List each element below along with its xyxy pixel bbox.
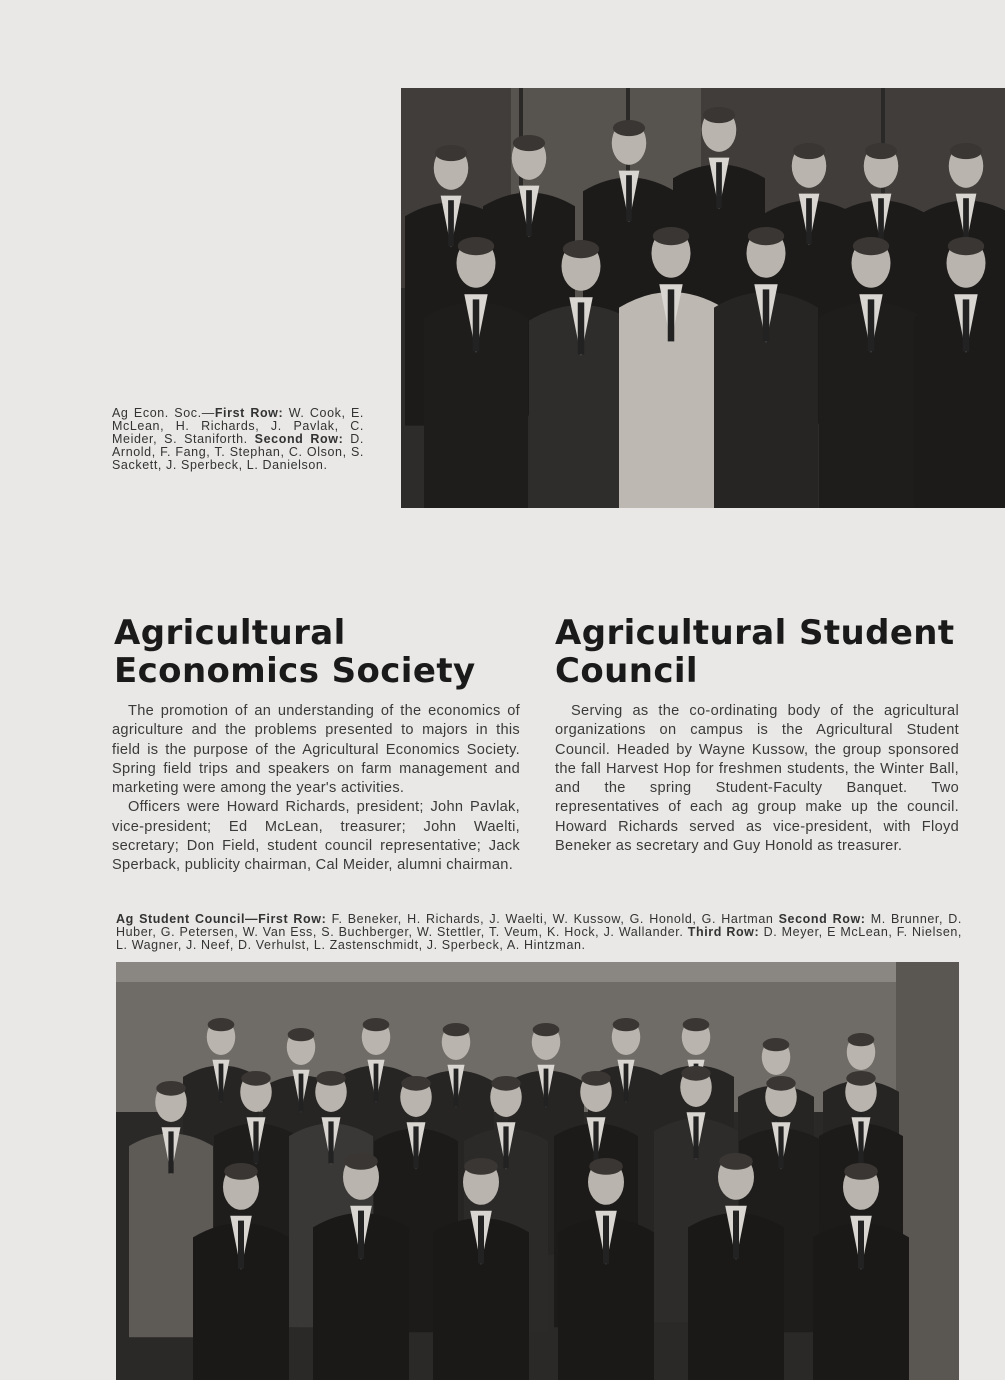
ag-econ-caption: [112, 407, 364, 472]
ag-econ-group-photo: [401, 88, 1005, 508]
ag-council-caption-second-row-label: Second Row:: [778, 912, 866, 926]
ag-econ-caption-group: Ag Econ. Soc.—: [112, 406, 215, 420]
ag-econ-paragraph-2: Officers were Howard Richards, president; John Pavlak, vice-president; Ed McLean, treasurer; John Waelti, secretary; Don Field, student council representative; Jack Sperback, publicity chairman, Cal Meider, alumni chairman.: [112, 799, 520, 874]
ag-econ-heading: Agricultural Economics Society: [114, 613, 476, 691]
ag-council-paragraph-1: Serving as the co-ordinating body of the agricultural organizations on campus is the Agricultural Student Council. Headed by Wayne Kussow, the group sponsored the fall Harvest Hop for freshmen students, the Winter Ball, and the spring Student-Faculty Banquet. Two representatives of each ag group make up the council. Howard Richards served as vice-president, with Floyd Beneker as secretary and Guy Honold as treasurer.: [555, 703, 959, 855]
ag-econ-photo-figures: [401, 88, 1005, 508]
ag-econ-paragraph-1: The promotion of an understanding of the economics of agriculture and the problems presented to majors in this field is the purpose of the Agricultural Economics Society. Spring field trips and speakers on farm management and marketing were among the year's activities.: [112, 703, 520, 797]
ag-council-caption-group: Ag Student Council—: [116, 912, 259, 926]
ag-council-caption-first-row-label: First Row:: [258, 912, 327, 926]
ag-econ-caption-second-row-names: D. Arnold, F. Fang, T. Stephan, C. Olson, S. Sackett, J. Sperbeck, L. Danielson.: [112, 432, 364, 472]
ag-council-caption-first-row-names: F. Beneker, H. Richards, J. Waelti, W. Kussow, G. Honold, G. Hartman: [326, 912, 779, 926]
ag-council-caption-third-row-names: D. Meyer, E McLean, F. Nielsen, L. Wagner, J. Neef, D. Verhulst, L. Zastenschmidt, J. Sperbeck, A. Hintzman.: [116, 925, 963, 952]
ag-council-heading: Agricultural Student Council: [555, 613, 955, 691]
ag-council-caption: [116, 913, 962, 952]
ag-econ-body: [112, 702, 520, 876]
ag-econ-caption-first-row-label: First Row:: [214, 406, 284, 420]
ag-econ-caption-first-row-names: W. Cook, E. McLean, H. Richards, J. Pavlak, C. Meider, S. Staniforth.: [112, 406, 364, 446]
ag-council-body: [555, 702, 959, 856]
ag-econ-caption-second-row-label: Second Row:: [254, 432, 344, 446]
ag-council-photo-figures: [116, 962, 959, 1380]
ag-council-caption-second-row-names: M. Brunner, D. Huber, G. Petersen, W. Van Ess, S. Buchberger, W. Stettler, T. Veum, K. Hock, J. Wallander.: [116, 912, 962, 939]
ag-council-caption-third-row-label: Third Row:: [687, 925, 760, 939]
ag-council-group-photo: [116, 962, 959, 1380]
